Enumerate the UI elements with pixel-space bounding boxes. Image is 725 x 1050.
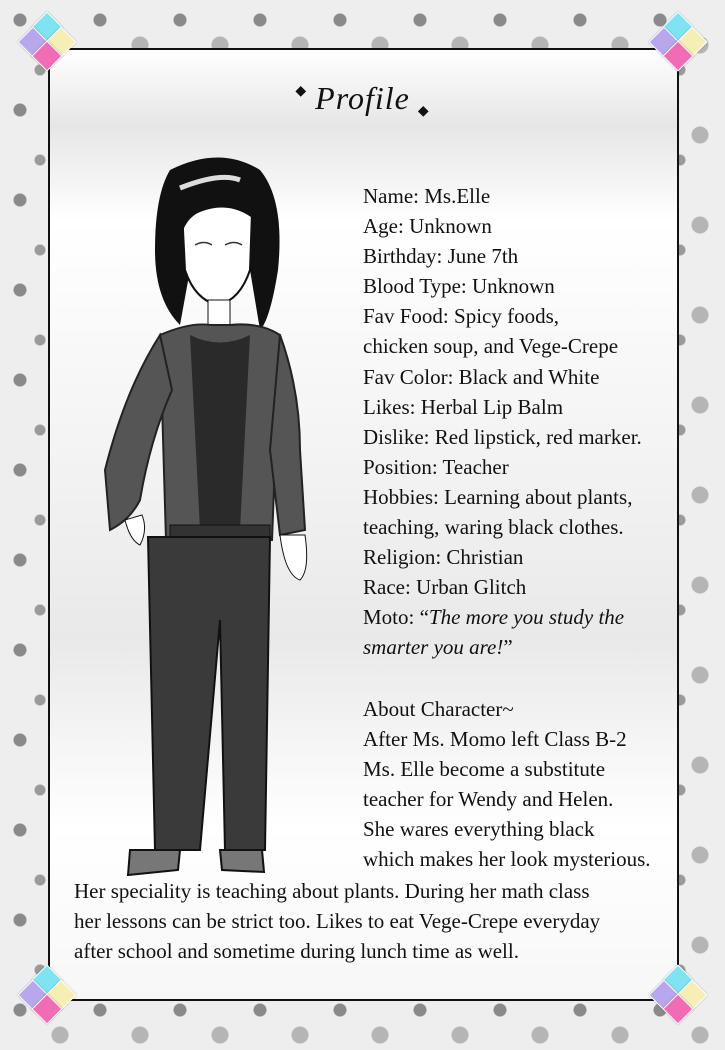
corner-gems-bottom-left	[18, 967, 74, 1023]
info-line: Fav Food: Spicy foods,	[363, 304, 560, 329]
character-illustration	[100, 150, 340, 890]
bottom-line: after school and sometime during lunch time as well.	[74, 939, 519, 963]
bottom-line: Her speciality is teaching about plants. During her math class	[74, 879, 590, 903]
corner-gems-bottom-right	[649, 967, 705, 1023]
corner-gems-top-left	[18, 14, 74, 70]
info-line: teaching, waring black clothes.	[363, 515, 624, 540]
moto-line-2	[363, 632, 683, 662]
info-line: Blood Type: Unknown	[363, 274, 555, 299]
moto-quote-2: smarter you are!	[363, 635, 504, 660]
moto-quote-1: The more you study the	[428, 605, 625, 630]
about-heading: About Character~	[363, 696, 514, 721]
info-line: Position: Teacher	[363, 454, 509, 479]
about-line: which makes her look mysterious.	[363, 846, 651, 871]
bottom-description	[74, 876, 674, 966]
info-line: Dislike: Red lipstick, red marker.	[363, 424, 642, 449]
about-line: Ms. Elle become a substitute	[363, 756, 606, 781]
info-line: Race: Urban Glitch	[363, 575, 527, 600]
moto-close: ”	[503, 635, 513, 660]
diamond-icon: ◆	[295, 84, 308, 99]
corner-gems-top-right	[649, 14, 705, 70]
info-line: Age: Unknown	[363, 214, 492, 239]
info-line: Religion: Christian	[363, 545, 524, 570]
page-title	[0, 80, 725, 117]
moto-label: Moto: “	[363, 605, 429, 630]
title-text: Profile	[315, 80, 410, 116]
diamond-icon: ◆	[417, 104, 430, 119]
moto-line	[363, 602, 683, 632]
profile-info	[363, 181, 683, 874]
bottom-line: her lessons can be strict too. Likes to eat Vege-Crepe everyday	[74, 909, 601, 933]
about-line: After Ms. Momo left Class B-2	[363, 726, 627, 751]
info-line: Likes: Herbal Lip Balm	[363, 394, 564, 419]
info-line: Fav Color: Black and White	[363, 364, 600, 389]
info-line: Hobbies: Learning about plants,	[363, 484, 633, 509]
info-line: Name: Ms.Elle	[363, 184, 491, 208]
about-line: She wares everything black	[363, 816, 595, 841]
info-line: Birthday: June 7th	[363, 244, 519, 269]
about-line: teacher for Wendy and Helen.	[363, 786, 614, 811]
info-line: chicken soup, and Vege-Crepe	[363, 334, 619, 359]
